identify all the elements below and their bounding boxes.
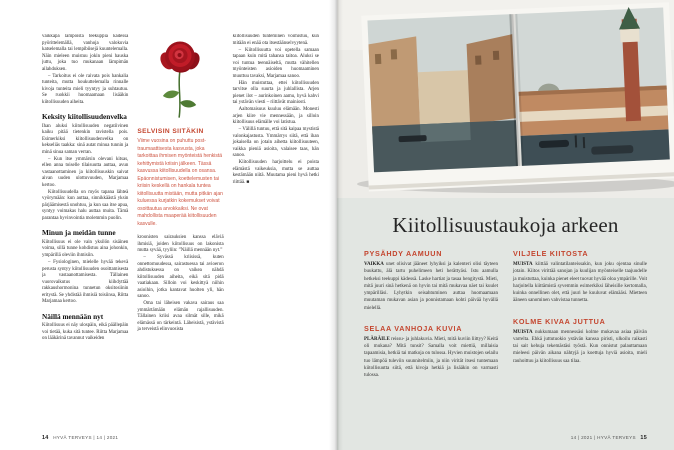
body-paragraph: kiitollisuuden tunteminen voimistuu, kun mitään ei enää ota itsestäänselvyytenä. bbox=[232, 34, 319, 46]
section-body-text: unet olisivat jääneet lyhyiksi ja kalenteri olisi täyteen buukattu, älä tartu puhelimeen heti herättyäsi. Istu aamulla hetkeksi teekuppi kädessä. Laske hartiat ja tasaa hengitystä. Mieti, mitä juuri sinä hetkenä on hyvin tai mitä mukavaa näet tai kuulet ympärilläsi. Lyhytkin seisahtuminen auttaa huomaamaan muutaman mukavan asian ja ponnistamaan kohti päivää hyvällä mielellä. bbox=[364, 262, 499, 311]
guide-section bbox=[364, 324, 498, 380]
guide-columns bbox=[337, 249, 674, 391]
guide-section-heading: VILJELE KIITOSTA bbox=[513, 249, 589, 258]
section-heading: Keksity kiitollisuudenvelka bbox=[42, 112, 127, 122]
page-number: 14 bbox=[42, 435, 49, 441]
venice-photobook-image bbox=[337, 0, 674, 198]
body-paragraph: Oma tai läheisen vakava sairaus saa ymmärtämään elämän rajallisuuden. Tällainen kriisi avaa silmät sille, mikä elämässä on tärkeintä. Läheisistä, ystävistä ja terveistä elinvuosista bbox=[137, 301, 224, 333]
pullout-box-body: Viime vuosina on puhuttu post-traumaattisesta kasvusta, joka tarkoittaa ihmisen myönteistä henkistä kehittymistä kriisin jälkeen. Tässä kasvussa kiitollisuudella on osansa. Epäonnistumisen, koettelemusten tai kriisin keskellä on hankala tuntea kiitollisuutta mistään, mutta pitkän ajan kuluessa kurjatkin kokemukset voivat osoittautua arvokkaiksi. Ne ovat mahdollista maaperää kiitollisuuden kasvulle. bbox=[137, 138, 223, 227]
body-paragraph: – Kun itse ymmärsin olevani kitsas, ellen anna toiselle tilaisuutta auttaa, avun vastaanottaminen ja kiitollisuuskin saivat aivan uuden ulottuvuuden, Marjamaa kertoo. bbox=[42, 156, 129, 188]
body-paragraph: – Syvässä kriisissä, kuten onnettomuudessa, sairastuessa tai avioeron ahdistuksessa on vaikea nähdä kiitollisuuden aiheita, eikä sitä pidä vaatiakaan. Silloin voi keskittyä niihin asioihin, jotka kantavat huolten yli, hän sanoo. bbox=[137, 255, 224, 300]
guide-section-text bbox=[513, 329, 647, 365]
body-paragraph: vaikkapa lämpöistä teekuppia kädessä pyörittelemällä, vanhoja valokuvia katselemalla tai lempibiisejä kuuntelemalla. Näin mieleen muistuu jokin pieni hauska juttu, joka tuo mukanaan lämpimän ailahduksen. bbox=[42, 34, 129, 72]
body-paragraph: Kiitollisuus ei ole vain yksilön sisäinen voima, sillä tunne kohdistuu aina johonkin, ympärillä oleviin ihmisiin. bbox=[42, 239, 129, 258]
guide-section-heading: PYSÄHDY AAMUUN bbox=[364, 249, 443, 258]
body-paragraph: kroonisten sairauksien kanssa eläviä ihmisiä, joiden kiitollisuus on lakonista mutta syvää, tyyliin: ”Näillä mennään nyt.” bbox=[137, 235, 224, 254]
body-paragraph: Kiitollisuus ei näy ulospäin, eikä päällepäin voi tietää, kuka sitä tuntee. Riitta Marjamaa on lääkärinä tavannut vaikeiden bbox=[42, 323, 129, 342]
text-column-1 bbox=[42, 34, 128, 416]
body-paragraph: Aaltomaisuus kuuluu elämään. Monesti arjen kiire vie mennessään, ja silloin kiitollisuus elämälle voi latistua. bbox=[232, 107, 319, 126]
body-paragraph: Ihan aluksi kiitollisuuden negatiivinen kaiku pitää tietenkin ravistella pois. Esimerkiksi kiitollisuudenvelka on kekseliäs taakka: sinä autat minua tunnin ja minä sinua saman verran. bbox=[42, 123, 129, 155]
guide-section-heading: SELAA VANHOJA KUVIA bbox=[364, 323, 463, 333]
text-column-3 bbox=[233, 34, 319, 416]
rose-photo bbox=[137, 36, 223, 120]
guide-section-text bbox=[364, 261, 498, 312]
guide-section-text bbox=[364, 336, 498, 380]
section-heading: Näillä mennään nyt bbox=[42, 311, 104, 321]
guide-column-2 bbox=[513, 249, 647, 391]
body-paragraph: – Fysiologinen, mielelle hyvää tekevä perusta syntyy kiitollisuuden osoittamisesta ja vastaanottamisesta. Tällainen vuorovaikutus kiihdyttää rakkaushormonina tunnetun oksitosiinin eritystä. Se yhdistää ihmisiä toisiinsa, Riitta Marjamaa kertoo. bbox=[42, 259, 129, 305]
footer-text: HYVÄ TERVEYS | 14 | 2021 bbox=[53, 435, 119, 440]
guide-section bbox=[513, 249, 647, 305]
right-page-footer bbox=[571, 435, 647, 441]
left-page-footer bbox=[42, 435, 118, 441]
lead-word: PLÄRÄILE bbox=[364, 336, 390, 342]
body-paragraph: – Kiitollisuutta voi opetella samaan tapaan kuin mitä tahansa taitoa. Aluksi se voi tuntua teennäiseltä, mutta vähitellen myönteisten asioiden huomaaminen muuttuu tavaksi, Marjamaa sanoo. bbox=[232, 47, 319, 79]
photobook-photo bbox=[337, 0, 674, 198]
footer-text: 14 | 2021 | HYVÄ TERVEYS bbox=[570, 435, 636, 440]
lead-word: VAIKKA bbox=[364, 262, 384, 267]
body-paragraph: Hän muistuttaa, ettei kiitollisuuden tarvitse olla suurta ja juhlallista. Arjen pienet ilot – aurinkoinen aamu, hyvä kahvi tai ystävän viesti – riittävät mainiosti. bbox=[232, 80, 319, 106]
section-body-text: kiittää valintatilanteissakin, kun joku ojentaa sinulle jotain. Kiitos virittää sanojan ja kuulijan myönteiselle taajuudelle ja muistuttaa, kuinka pienet eleet tuovat hyvää oloa ympärille. Voit harjoitella kiittämistä syvemmin esimerkiksi läheisille kertomalla, kuinka onnellinen olet, että juuri he kuuluvat elämääsi. Mietteen ääneen sanominen vahvistaa tunnetta. bbox=[513, 262, 647, 304]
guide-section-text bbox=[513, 261, 647, 305]
body-paragraph: Kiitollisuudella on myös tapana lähteä vyörymään: kun auttaa, sinnikkäästä yksin pärjäämisestä unohtuu, ja kun saa itse apua, syntyy voimakas halu auttaa muita. Tämä parantaa hyvinvointia molemmin puolin. bbox=[42, 189, 129, 221]
rose-icon bbox=[153, 36, 207, 120]
section-body-text: nukkumaan mennessäsi kolme mukavaa asiaa päivän varrelta. Ehkä juttutuokio ystävän kanssa piristi, ulkoilu raikasti tai sait kehuja tekemästäsi työstä. Kun onnistut palauttamaan mieleesi päivän aikana nähtyjä ja koettuja hyviä asioita, mieli rauhoittuu ja kiitollisuus saa tilaa. bbox=[513, 329, 648, 364]
body-paragraph: Kiitollisuuden harjoittelu ei poista elämästä vaikeuksia, mutta se auttaa kestämään niitä. Muutama pieni hyvä hetki riittää. ■ bbox=[232, 160, 319, 185]
section-heading: Minun ja meidän tunne bbox=[42, 228, 116, 238]
guide-column-1 bbox=[364, 249, 498, 391]
body-paragraph: – Välillä tuntuu, että sitä kaipaa mystistä valonkajastusta. Ymmärrys siitä, että ihan jokaisella on jotain aihetta kiitollisuuteen, vaikka pieniä asioita, valaisee taas, hän sanoo. bbox=[232, 127, 319, 159]
section-body-text: reissu- ja juhlakuvia. Mieti, mitä kuviin liittyy? Keitä oli mukana? Mitä tunsit? Samalla voit miettiä, millaisia tapaamisia, hetkiä tai matkoja on tulossa. Hyvien muistojen selailu tuo lämpöä tuleviin suunnitelmiin, ja niin virität itsesi tuntemaan kiitollisuutta siitä, että kivoja hetkiä ja lisääkin on varmasti tulossa. bbox=[364, 336, 498, 378]
pullout-box bbox=[137, 128, 223, 228]
guide-section bbox=[513, 317, 647, 365]
guide-section bbox=[364, 249, 498, 312]
article-columns bbox=[42, 34, 319, 416]
body-paragraph: – Tarkoitus ei ole raivata pois hankalia tunteita, mutta houkuttelemalla rinnalle kivoja tunteita mieli tyyntyy ja suhtautuu. Se ruokkii huomaamaan lisääkin kiitollisuuden aiheita. bbox=[42, 73, 129, 105]
lead-word: MUISTA bbox=[513, 329, 533, 335]
right-page bbox=[337, 0, 674, 450]
text-column-2 bbox=[137, 34, 223, 416]
pullout-box-title: SELVISIN SIITÄKIN bbox=[137, 128, 204, 135]
page-title: Kiitollisuustaukoja arkeen bbox=[392, 213, 619, 237]
page-number: 15 bbox=[640, 435, 647, 441]
lead-word: MUISTA bbox=[513, 262, 533, 267]
guide-section-heading: KOLME KIVAA JUTTUA bbox=[513, 316, 606, 326]
